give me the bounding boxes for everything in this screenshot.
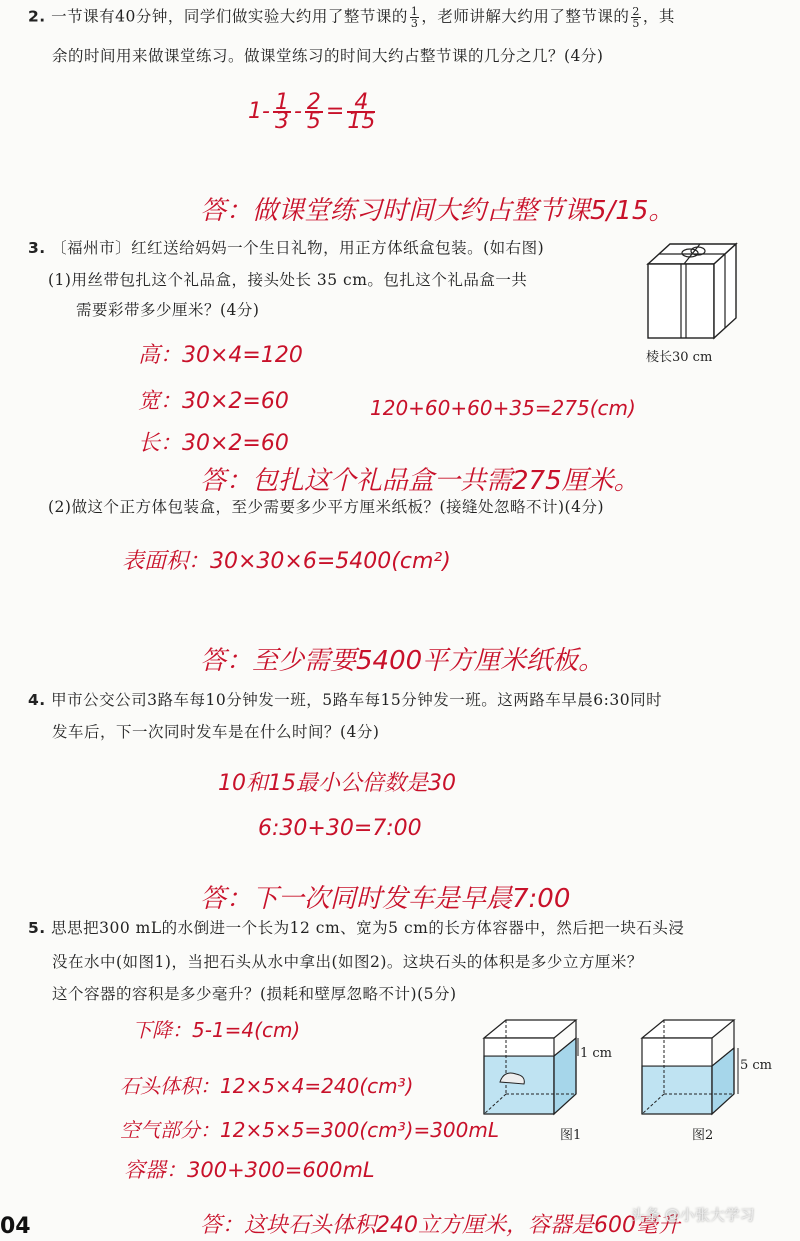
container-figure-1 [480,1018,580,1118]
q3-part2-calc: 表面积：30×30×6=5400(cm²) [122,549,451,574]
gift-box-figure [640,236,740,346]
q3-part1-line2: 需要彩带多少厘米？(4分) [76,301,260,319]
q5-calc-stone: 石头体积：12×5×4=240(cm³) [120,1074,414,1098]
q4-line2: 发车后，下一次同时发车是在什么时间？(4分) [52,723,380,741]
q2-number: 2. [28,7,46,26]
q3-calc-total: 120+60+60+35=275(cm) [370,396,636,420]
q2-calculation: 1- $\frac{1}{3}$ - $\frac{2}{5}$ = $\frac{4}{15}$ [248,90,376,134]
q4-answer: 答：下一次同时发车是早晨7:00 [200,884,571,914]
q3-calc-width: 宽：30×2=60 [138,389,289,414]
container-figure-2 [638,1018,742,1118]
q2-fraction-1-3: $\frac{1}{3}$ [410,5,419,30]
q4-line1: 4. 甲市公交公司3路车每10分钟发一班，5路车每15分钟发一班。这两路车早晨6:30同时 [28,691,663,709]
q2-fraction-2-5: $\frac{2}{5}$ [632,5,640,30]
fig2-caption: 图2 [692,1128,714,1143]
q3-part1-line1: (1)用丝带包扎这个礼品盒，接头处长 35 cm。包扎这个礼品盒一共 [48,271,528,289]
gift-box-caption: 棱长30 cm [646,350,713,365]
q3-part2-answer: 答：至少需要5400平方厘米纸板。 [200,646,605,676]
q3-part2-line: (2)做这个正方体包装盒，至少需要多少平方厘米纸板？(接缝处忽略不计)(4分) [48,498,605,516]
q3-calc-length: 长：30×2=60 [138,431,289,456]
q5-calc-air: 空气部分：12×5×5=300(cm³)=300mL [120,1118,500,1142]
q5-calc-volume: 容器：300+300=600mL [124,1158,375,1182]
q2-line1: 2. 一节课有40分钟，同学们做实验大约用了整节课的 $\frac{1}{3}$ ，老师讲解大约用了整节课的 $\frac{2}{5}$ ，其 [28,5,675,30]
q3-line1: 3. 〔福州市〕红红送给妈妈一个生日礼物，用正方体纸盒包装。(如右图) [28,239,545,257]
q4-calc-time: 6:30+30=7:00 [258,816,422,841]
q5-number: 5. [28,919,46,937]
q5-line2: 没在水中(如图1)，当把石头从水中拿出(如图2)。这块石头的体积是多少立方厘米？ [52,953,643,971]
page-number: 04 [0,1214,31,1239]
q2-answer: 答：做课堂练习时间大约占整节课5/15。 [200,196,675,226]
q5-line1: 5. 思思把300 mL的水倒进一个长为12 cm、宽为5 cm的长方体容器中，然后把一块石头浸 [28,919,685,937]
q3-part1-answer: 答：包扎这个礼品盒一共需275厘米。 [200,466,640,496]
q5-calc-drop: 下降：5-1=4(cm) [132,1018,301,1042]
watermark: 头条 @小张大学习 [630,1206,755,1224]
q4-number: 4. [28,691,46,709]
fig1-caption: 图1 [560,1128,582,1143]
q4-calc-lcm: 10和15最小公倍数是30 [218,771,456,796]
fig1-label: 1 cm [580,1046,613,1061]
q3-calc-height: 高：30×4=120 [138,343,303,368]
fig2-label: 5 cm [740,1058,773,1073]
q5-answer: 答：这块石头体积240立方厘米，容器是600毫升 [200,1213,680,1238]
q3-number: 3. [28,239,46,257]
q2-line2: 余的时间用来做课堂练习。做课堂练习的时间大约占整节课的几分之几？(4分) [52,47,604,65]
q5-line3: 这个容器的容积是多少毫升？(损耗和壁厚忽略不计)(5分) [52,985,457,1003]
